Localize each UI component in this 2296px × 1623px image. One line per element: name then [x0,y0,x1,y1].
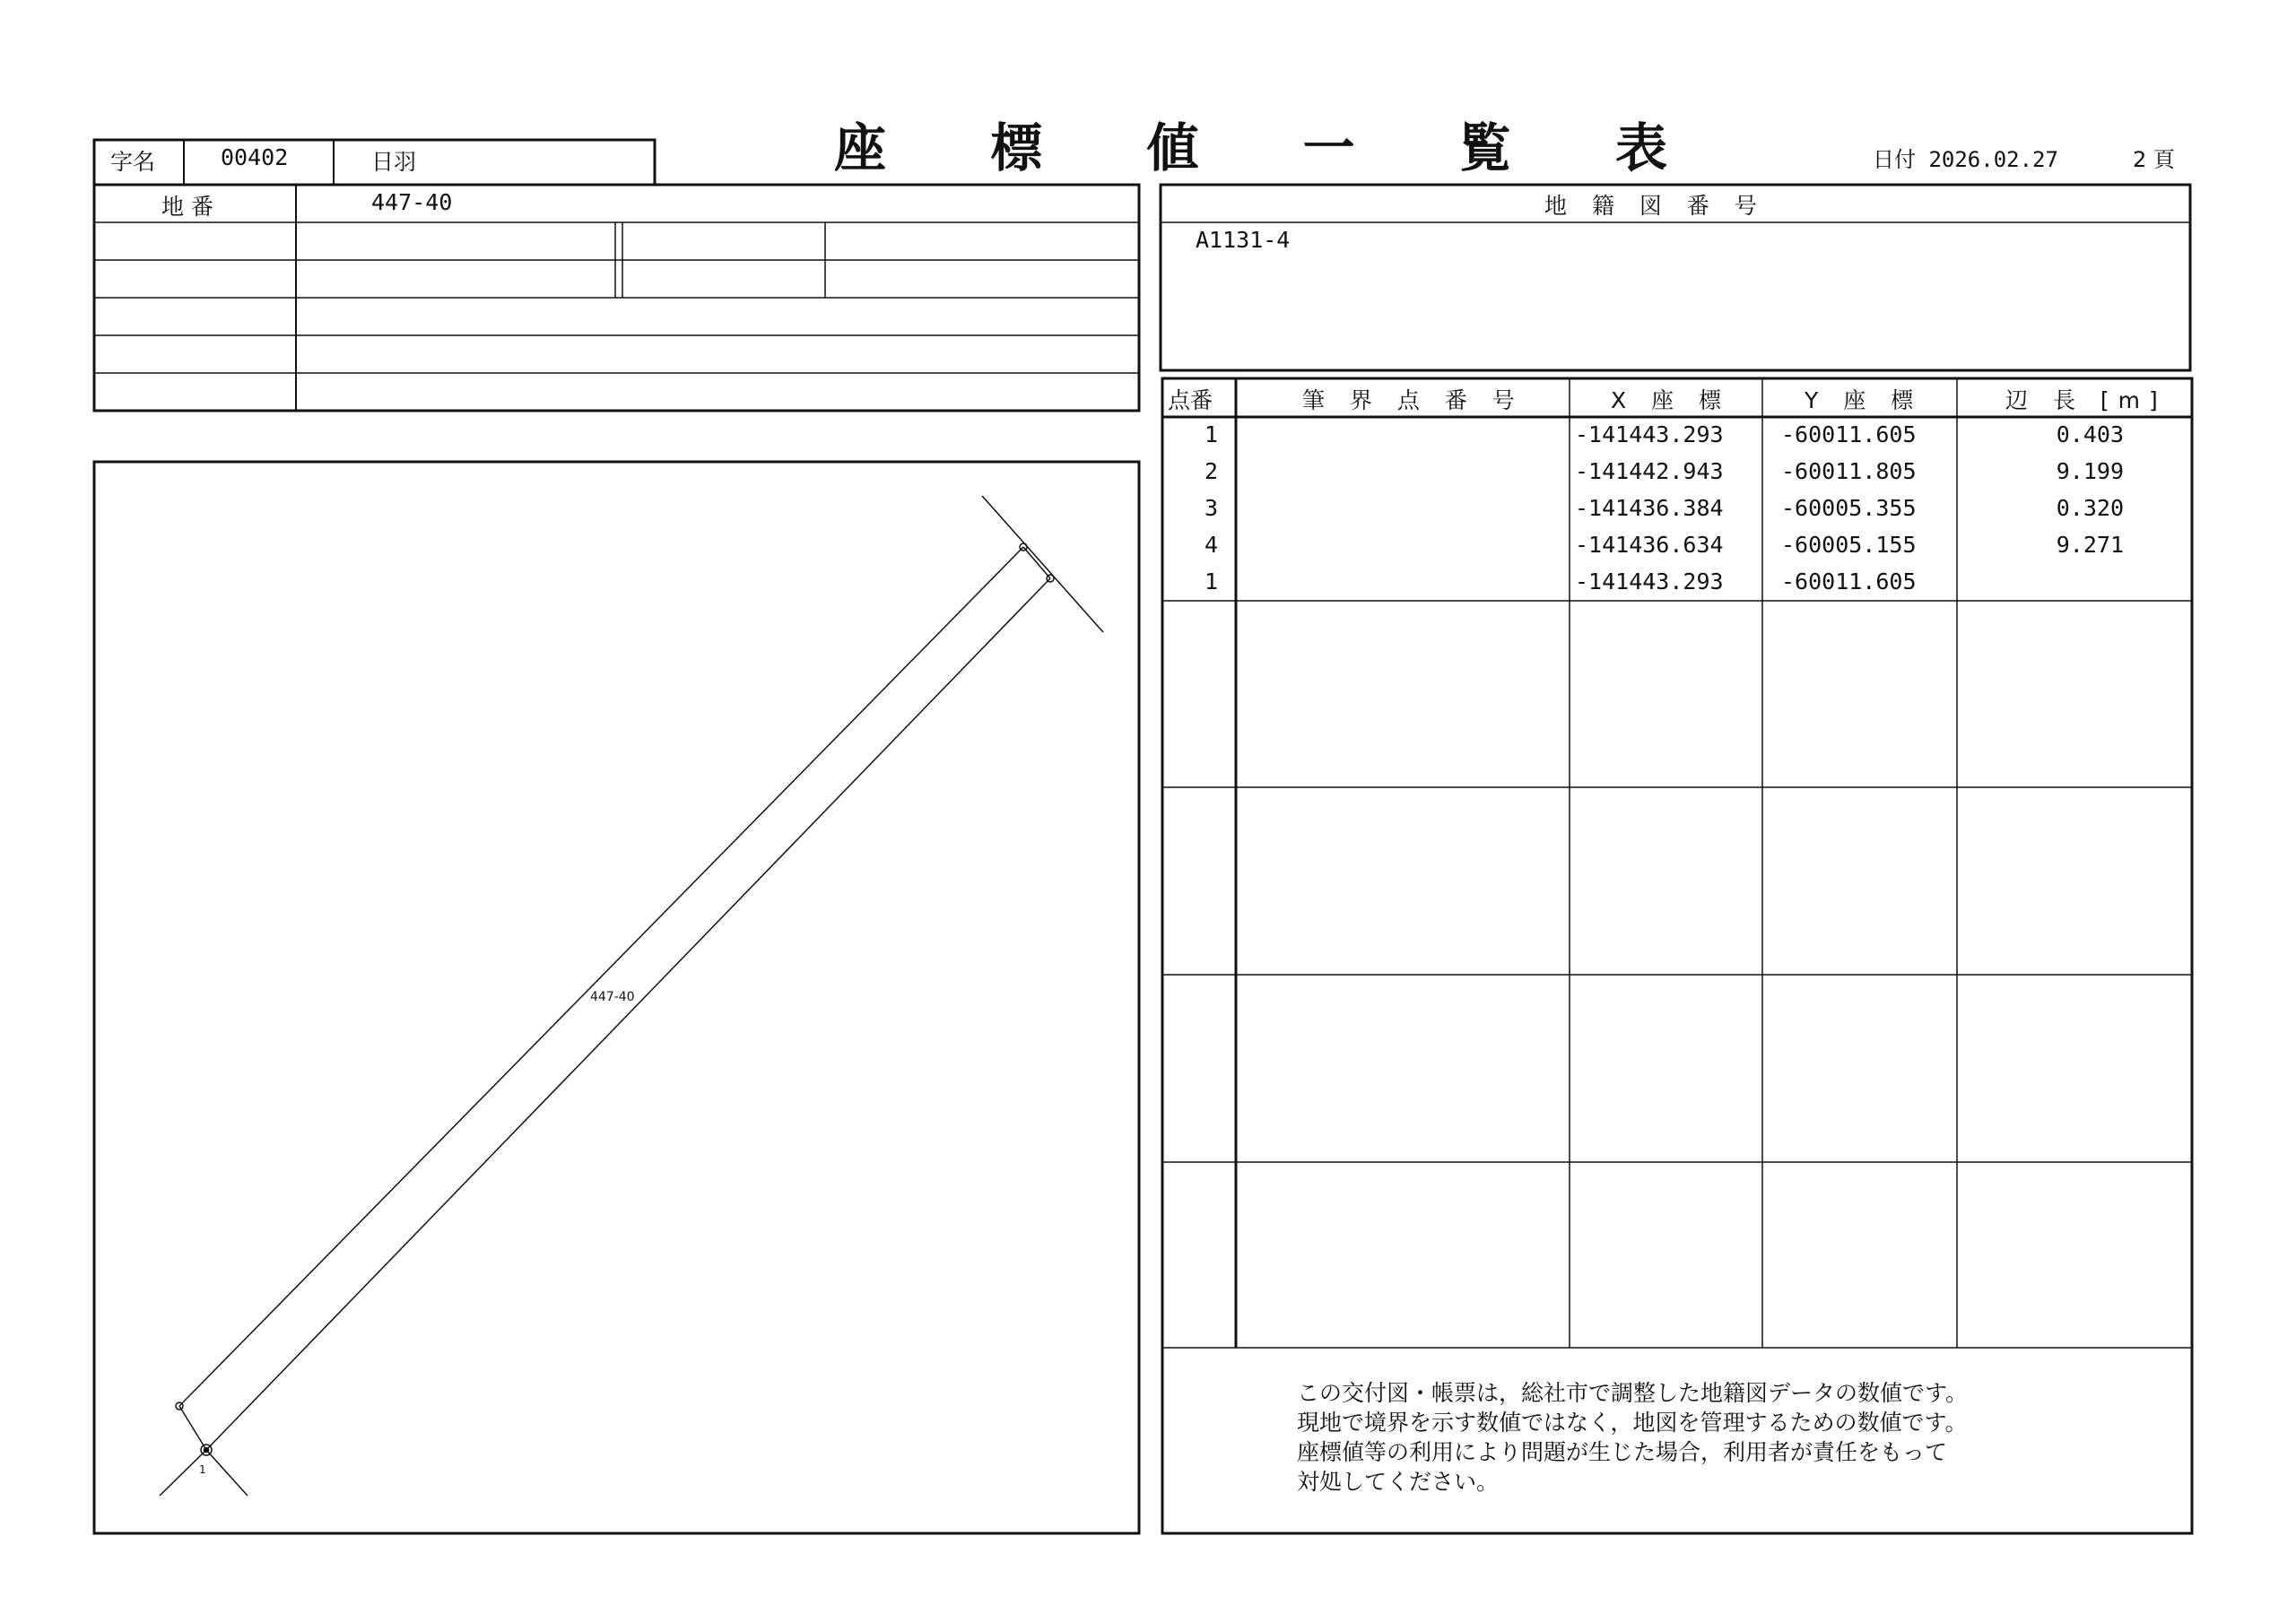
parcel-edge [179,1406,206,1450]
cell-x: -141443.293 [1575,421,1724,447]
parcel-label: 447-40 [590,990,635,1004]
boundary-point-center [204,1448,209,1453]
cell-no: 2 [1205,458,1219,484]
notice-text [1297,1378,1968,1497]
cell-length: 0.403 [2056,421,2124,447]
page-title: 座 標 値 一 覧 表 [834,117,1710,178]
cell-x: -141443.293 [1575,568,1724,595]
aza-name: 日羽 [371,149,417,175]
cell-y: -60011.605 [1781,568,1917,595]
chiseki-header: 地 籍 図 番 号 [1544,193,1766,219]
cell-y: -60011.805 [1781,458,1917,484]
cell-length: 9.271 [2056,532,2124,558]
cell-x: -141442.943 [1575,458,1724,484]
parcel-edge [206,578,1050,1450]
boundary-line [206,1450,248,1496]
date-label: 日付 2026.02.27 [1873,147,2058,172]
boundary-line [982,496,1103,632]
cell-no: 1 [1205,568,1219,595]
aza-code: 00402 [221,144,289,170]
chiban-label: 地 番 [161,194,213,220]
col-header-x: X 座 標 [1611,387,1731,413]
notice-line: 座標値等の利用により問題が生じた場合，利用者が責任をもって [1297,1439,1948,1465]
cell-length: 9.199 [2056,458,2124,484]
aza-label: 字名 [110,149,156,175]
notice-line: 対処してください。 [1297,1469,1500,1495]
col-header-length: 辺 長 [m] [2005,387,2167,413]
col-header-y: Y 座 標 [1805,387,1923,413]
cell-y: -60005.355 [1781,495,1917,521]
cell-no: 3 [1205,495,1219,521]
chiseki-value: A1131-4 [1196,227,1291,253]
notice-line: 現地で境界を示す数値ではなく，地図を管理するための数値です。 [1297,1410,1968,1436]
cell-x: -141436.384 [1575,495,1724,521]
chiban-value: 447-40 [371,189,453,215]
col-header-no: 点番 [1168,387,1213,413]
notice-line: この交付図・帳票は，総社市で調整した地籍図データの数値です。 [1297,1380,1969,1406]
parcel-edge [1023,547,1050,578]
cell-y: -60005.155 [1781,532,1917,558]
parcel-edge [179,547,1023,1406]
page-number: 2 頁 [2133,147,2175,172]
cell-length: 0.320 [2056,495,2124,521]
cell-x: -141436.634 [1575,532,1724,558]
cell-no: 1 [1205,421,1219,447]
cell-no: 4 [1205,532,1219,558]
cell-y: -60011.605 [1781,421,1917,447]
col-header-boundary: 筆 界 点 番 号 [1302,387,1524,413]
point-label: 1 [199,1463,206,1476]
